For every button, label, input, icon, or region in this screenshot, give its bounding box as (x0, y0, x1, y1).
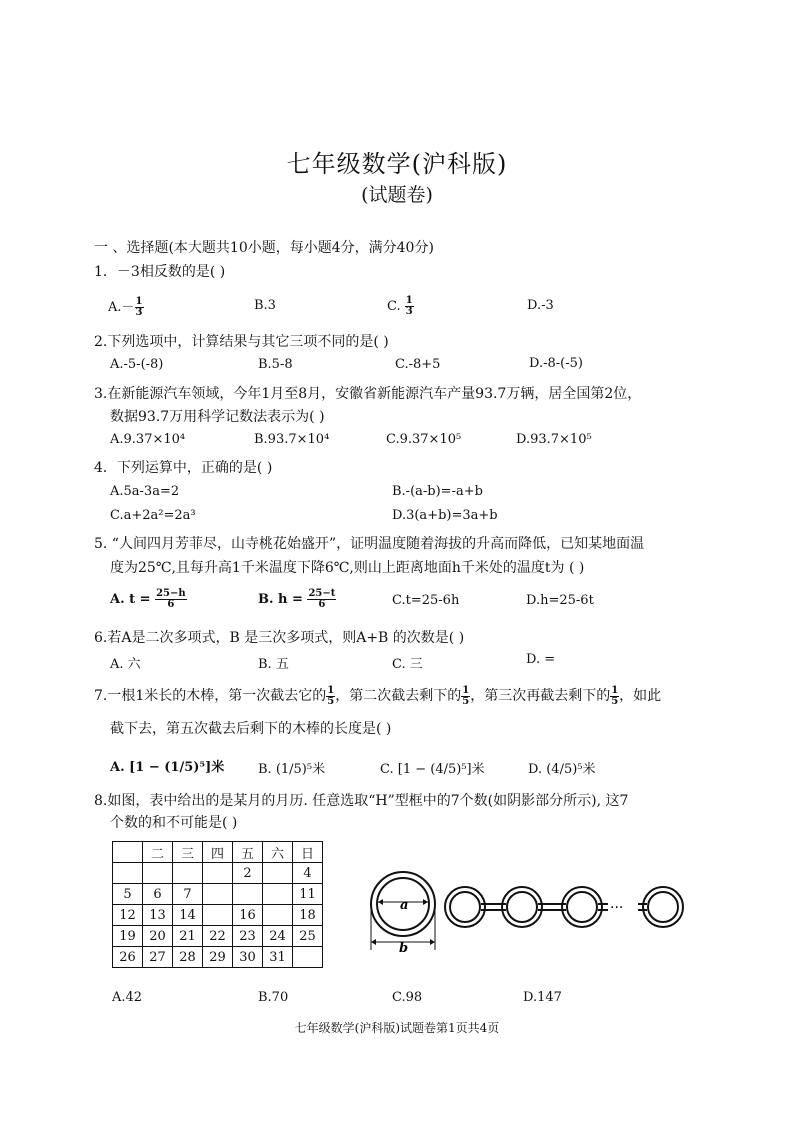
calendar-header-cell (113, 842, 143, 863)
calendar-row (113, 863, 323, 884)
calendar-header-cell: 五 (233, 842, 263, 863)
calendar-cell (203, 863, 233, 884)
q2-stem: 2.下列选项中，计算结果与其它三项不同的是( ) (94, 334, 389, 350)
arrow-a-left-head (378, 899, 383, 905)
calendar-cell (203, 905, 233, 926)
section-heading: 一 、选择题(本大题共10小题，每小题4分，满分40分) (94, 240, 434, 256)
calendar-cell: 22 (203, 926, 233, 947)
fraction: $\frac{25-t}{6}$ (308, 588, 336, 610)
calendar-cell: 24 (263, 926, 293, 947)
q2-option-d: D.-8-(-5) (529, 356, 583, 371)
calendar-cell: 29 (203, 947, 233, 968)
q6-option-b: B. 五 (258, 657, 289, 672)
q6-option-c: C. 三 (392, 657, 423, 672)
q7-stem-line1: 7.一根1米长的木棒，第一次截去它的 $\frac{1}{5}$ ，第二次截去剩下的 $\frac{1}{5}$ ，第三次再截去剩下的 $\frac{1}{5}$ ，如此 (94, 684, 662, 707)
q1-option-c: C. $\frac{1}{3}$ (387, 295, 413, 317)
fraction: $\frac{1}{3}$ (135, 296, 143, 318)
calendar-header-cell: 四 (203, 842, 233, 863)
calendar-row (113, 842, 323, 863)
q8-option-c: C.98 (392, 990, 423, 1005)
q3-option-b: B.93.7×10⁴ (254, 432, 330, 447)
calendar-cell: 25 (293, 926, 323, 947)
calendar-cell (233, 884, 263, 905)
calendar-cell: 18 (293, 905, 323, 926)
q3-stem-line2: 数据93.7万用科学记数法表示为( ) (110, 409, 325, 425)
q8-option-a: A.42 (112, 990, 143, 1005)
arrow-b-left-head (371, 939, 376, 945)
page-footer: 七年级数学(沪科版)试题卷第1页共4页 (294, 1021, 500, 1035)
calendar-table (112, 841, 323, 968)
fraction: $\frac{1}{5}$ (327, 684, 335, 707)
q4-option-c: C.a+2a²=2a³ (110, 508, 196, 523)
q2-option-c: C.-8+5 (395, 357, 441, 372)
q7-option-d: D. (4/5)⁵米 (528, 762, 596, 777)
calendar-cell: 12 (113, 905, 143, 926)
q5-option-a: A. t = $\frac{25-h}{6}$ (110, 588, 186, 610)
calendar-cell: 11 (293, 884, 323, 905)
calendar-row (113, 926, 323, 947)
calendar-cell (263, 863, 293, 884)
calendar-cell: 6 (143, 884, 173, 905)
q7-stem-line2: 截下去，第五次截去后剩下的木棒的长度是( ) (110, 721, 392, 737)
fraction: $\frac{1}{5}$ (462, 684, 470, 707)
calendar-cell: 30 (233, 947, 263, 968)
q7-option-b: B. (1/5)⁵米 (258, 762, 326, 777)
calendar-cell: 2 (233, 863, 263, 884)
q1-option-a: A.－ $\frac{1}{3}$ (108, 296, 143, 318)
calendar-header-cell: 二 (143, 842, 173, 863)
q5-option-c: C.t=25-6h (392, 593, 460, 608)
q4-stem: 4．下列运算中，正确的是( ) (94, 460, 273, 476)
calendar-cell: 19 (113, 926, 143, 947)
calendar-cell (143, 863, 173, 884)
page-title: 七年级数学(沪科版) (286, 150, 508, 178)
calendar-cell: 5 (113, 884, 143, 905)
fraction: $\frac{25-h}{6}$ (156, 588, 186, 610)
q4-option-b: B.-(a-b)=-a+b (392, 484, 483, 499)
q3-option-d: D.93.7×10⁵ (516, 432, 592, 447)
calendar-cell (113, 863, 143, 884)
q8-option-b: B.70 (258, 990, 289, 1005)
calendar-cell (293, 947, 323, 968)
calendar-cell: 16 (233, 905, 263, 926)
q1-option-d: D.-3 (527, 298, 554, 313)
q2-option-b: B.5-8 (258, 357, 293, 372)
chain-rings-figure (368, 864, 688, 954)
calendar-cell (203, 884, 233, 905)
calendar-cell: 13 (143, 905, 173, 926)
page-subtitle: (试题卷) (361, 184, 433, 206)
label-a: a (400, 898, 409, 913)
q4-option-a: A.5a-3a=2 (110, 484, 180, 499)
calendar-cell: 27 (143, 947, 173, 968)
calendar-row (113, 905, 323, 926)
q2-option-a: A.-5-(-8) (110, 357, 164, 372)
calendar-row (113, 947, 323, 968)
calendar-cell (263, 905, 293, 926)
calendar-cell: 28 (173, 947, 203, 968)
q1-stem: 1．－3相反数的是( ) (94, 264, 226, 280)
q5-option-d: D.h=25-6t (526, 593, 594, 608)
q8-stem-line1: 8.如图，表中给出的是某月的月历. 任意选取“H”型框中的7个数(如阴影部分所示), 这7 (94, 793, 629, 809)
calendar-header-cell: 三 (173, 842, 203, 863)
q7-option-c: C. [1 − (4/5)⁵]米 (380, 762, 485, 777)
calendar-cell: 21 (173, 926, 203, 947)
calendar-cell: 14 (173, 905, 203, 926)
calendar-cell: 20 (143, 926, 173, 947)
q7-option-a: A. [1 − (1/5)⁵]米 (110, 760, 225, 775)
calendar-header-cell: 六 (263, 842, 293, 863)
calendar-cell: 7 (173, 884, 203, 905)
calendar-header-cell: 日 (293, 842, 323, 863)
q4-option-d: D.3(a+b)=3a+b (392, 508, 498, 523)
q3-stem-line1: 3.在新能源汽车领域，今年1月至8月，安徽省新能源汽车产量93.7万辆，居全国第2位， (94, 386, 642, 402)
fraction: $\frac{1}{3}$ (405, 295, 413, 317)
calendar-cell: 26 (113, 947, 143, 968)
arrow-b-right-head (430, 939, 435, 945)
q3-option-a: A.9.37×10⁴ (110, 432, 186, 447)
calendar-row (113, 884, 323, 905)
q1-option-b: B.3 (254, 298, 276, 313)
q5-option-b: B. h = $\frac{25-t}{6}$ (258, 588, 336, 610)
q8-stem-line2: 个数的和不可能是( ) (110, 815, 238, 831)
fraction: $\frac{1}{5}$ (611, 684, 619, 707)
calendar-cell: 23 (233, 926, 263, 947)
q6-stem: 6.若A是二次多项式，B 是三次多项式，则A+B 的次数是( ) (94, 630, 465, 646)
q6-option-d: D. = (526, 652, 556, 667)
arrow-a-right-head (423, 899, 428, 905)
chain-links (445, 887, 683, 927)
calendar-cell (173, 863, 203, 884)
calendar-cell: 31 (263, 947, 293, 968)
q5-stem-line1: 5. “人间四月芳菲尽，山寺桃花始盛开”，证明温度随着海拔的升高而降低，已知某地面温 (94, 536, 645, 552)
calendar-cell: 4 (293, 863, 323, 884)
q3-option-c: C.9.37×10⁵ (386, 432, 462, 447)
q5-stem-line2: 度为25℃,且每升高1千米温度下降6℃,则山上距离地面h千米处的温度t为 ( ) (110, 560, 585, 576)
q8-option-d: D.147 (523, 990, 562, 1005)
label-b: b (399, 941, 409, 954)
calendar-cell (263, 884, 293, 905)
ellipsis-dots: ··· (610, 900, 624, 916)
q6-option-a: A. 六 (110, 657, 141, 672)
